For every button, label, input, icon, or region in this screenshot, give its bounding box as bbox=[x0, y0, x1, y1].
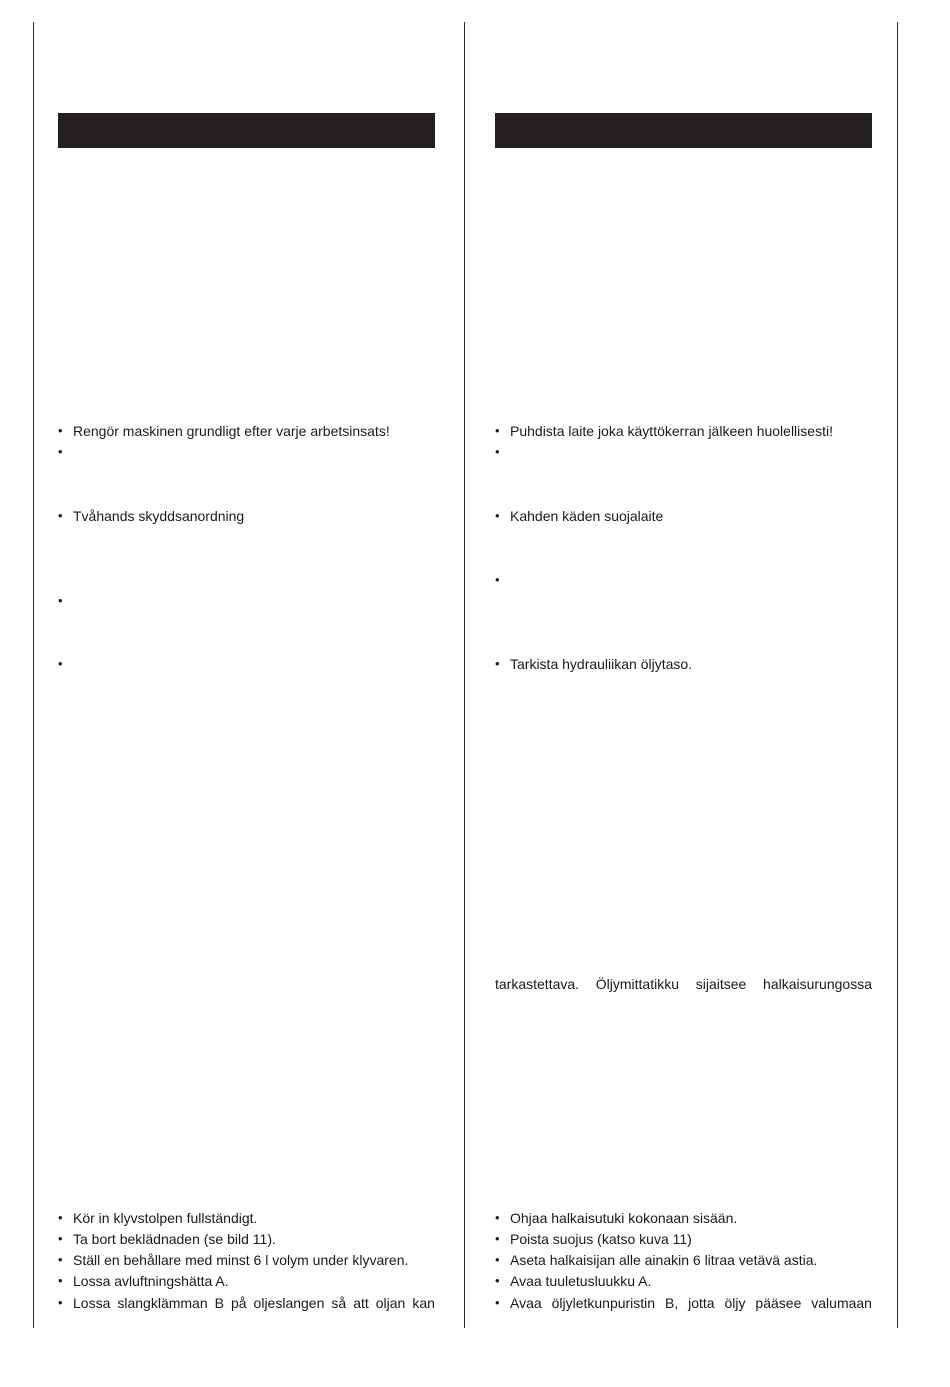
bullet-icon: • bbox=[58, 656, 63, 671]
bullet-icon: • bbox=[58, 1295, 63, 1310]
right-margin-rule bbox=[897, 22, 898, 1328]
bullet-icon: • bbox=[495, 1295, 500, 1310]
left-margin-rule bbox=[33, 22, 34, 1328]
bullet-icon: • bbox=[495, 572, 500, 587]
bullet-icon: • bbox=[58, 1231, 63, 1246]
list-item bbox=[495, 1294, 872, 1312]
list-item-justified-text: Avaa öljyletkunpuristin B, jotta öljy pääsee valumaan bbox=[510, 1295, 872, 1311]
bullet-icon: • bbox=[495, 1252, 500, 1267]
bullet-icon: • bbox=[495, 1210, 500, 1225]
bullet-icon: • bbox=[495, 1273, 500, 1288]
bullet-icon: • bbox=[495, 508, 500, 523]
bullet-icon: • bbox=[58, 593, 63, 608]
right-section-header-bar bbox=[495, 113, 872, 148]
center-column-rule bbox=[464, 22, 465, 1328]
bullet-icon: • bbox=[495, 423, 500, 438]
bullet-icon: • bbox=[495, 444, 500, 459]
bullet-icon: • bbox=[58, 1273, 63, 1288]
bullet-icon: • bbox=[58, 508, 63, 523]
paragraph-line: tarkastettava. Öljymittatikku sijaitsee halkaisurungossa bbox=[495, 976, 872, 992]
bullet-icon: • bbox=[58, 444, 63, 459]
list-item bbox=[58, 1294, 435, 1312]
bullet-icon: • bbox=[495, 656, 500, 671]
bullet-icon: • bbox=[495, 1231, 500, 1246]
bullet-icon: • bbox=[58, 1252, 63, 1267]
list-item-justified-text: Lossa slangklämman B på oljeslangen så att oljan kan bbox=[73, 1295, 435, 1311]
bullet-icon: • bbox=[58, 1210, 63, 1225]
left-section-header-bar bbox=[58, 113, 435, 148]
bullet-icon: • bbox=[58, 423, 63, 438]
